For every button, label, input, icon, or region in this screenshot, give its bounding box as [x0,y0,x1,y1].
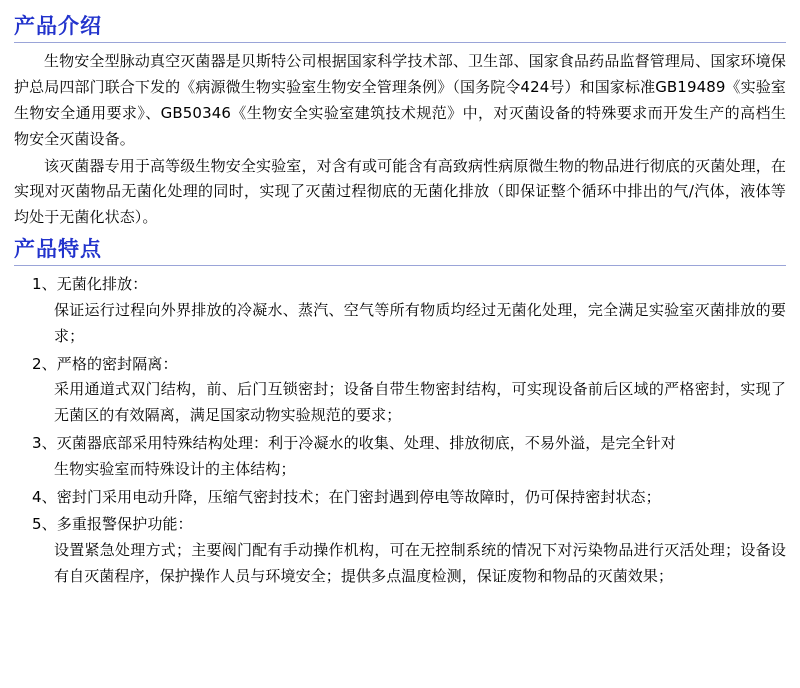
feature-title: 灭菌器底部采用特殊结构处理：利于冷凝水的收集、处理、排放彻底，不易外溢，是完全针对 [56,434,676,453]
feature-title: 密封门采用电动升降，压缩气密封技术；在门密封遇到停电等故障时，仍可保持密封状态； [56,487,661,506]
list-item [14,512,786,589]
feature-title: 无菌化排放： [56,275,148,294]
feature-heading [14,272,786,298]
section-divider [14,42,786,43]
feature-body: 采用通道式双门结构，前、后门互锁密封；设备自带生物密封结构，可实现设备前后区域的严格密封，实现了无菌区的有效隔离，满足国家动物实验规范的要求； [54,380,786,425]
feature-title: 严格的密封隔离： [56,354,178,373]
list-item [14,485,786,511]
feature-heading [14,485,786,511]
feature-number: 2、 [32,354,57,373]
feature-list [14,272,786,590]
list-item [14,272,786,349]
feature-number: 5、 [32,515,57,534]
feature-title: 多重报警保护功能： [56,515,193,534]
feature-heading [14,431,786,457]
list-item [14,352,786,429]
feature-body: 设置紧急处理方式；主要阀门配有手动操作机构，可在无控制系统的情况下对污染物品进行灭活处理；设备设有自灭菌程序，保护操作人员与环境安全；提供多点温度检测，保证废物和物品的灭菌效果； [54,541,786,586]
feature-heading [14,352,786,378]
list-item [14,431,786,483]
feature-number: 1、 [32,275,57,294]
intro-paragraph-1: 生物安全型脉动真空灭菌器是贝斯特公司根据国家科学技术部、卫生部、国家食品药品监督管理局、国家环境保护总局四部门联合下发的《病源微生物实验室生物安全管理条例》（国务院令424号）和国家标准GB19489《实验室生物安全通用要求》、GB50346《生物安全实验室建筑技术规范》中，对灭菌设备的特殊要求而开发生产的高档生物安全灭菌设备。 [14,52,786,148]
section-title-product-intro: 产品介绍 [14,14,102,38]
intro-paragraph-2: 该灭菌器专用于高等级生物安全实验室，对含有或可能含有高致病性病原微生物的物品进行彻底的灭菌处理，在实现对灭菌物品无菌化处理的同时，实现了灭菌过程彻底的无菌化排放（即保证整个循环中排出的气/汽体，液体等均处于无菌化状态）。 [14,156,786,227]
section-divider [14,265,786,266]
feature-body: 生物实验室而特殊设计的主体结构； [54,459,296,478]
feature-heading [14,512,786,538]
section-product-intro [14,12,786,231]
section-title-product-features: 产品特点 [14,236,102,261]
feature-body: 保证运行过程向外界排放的冷凝水、蒸汽、空气等所有物质均经过无菌化处理，完全满足实验室灭菌排放的要求； [54,301,786,345]
section-product-features [14,235,786,590]
feature-number: 3、 [32,434,57,453]
feature-number: 4、 [32,487,57,506]
